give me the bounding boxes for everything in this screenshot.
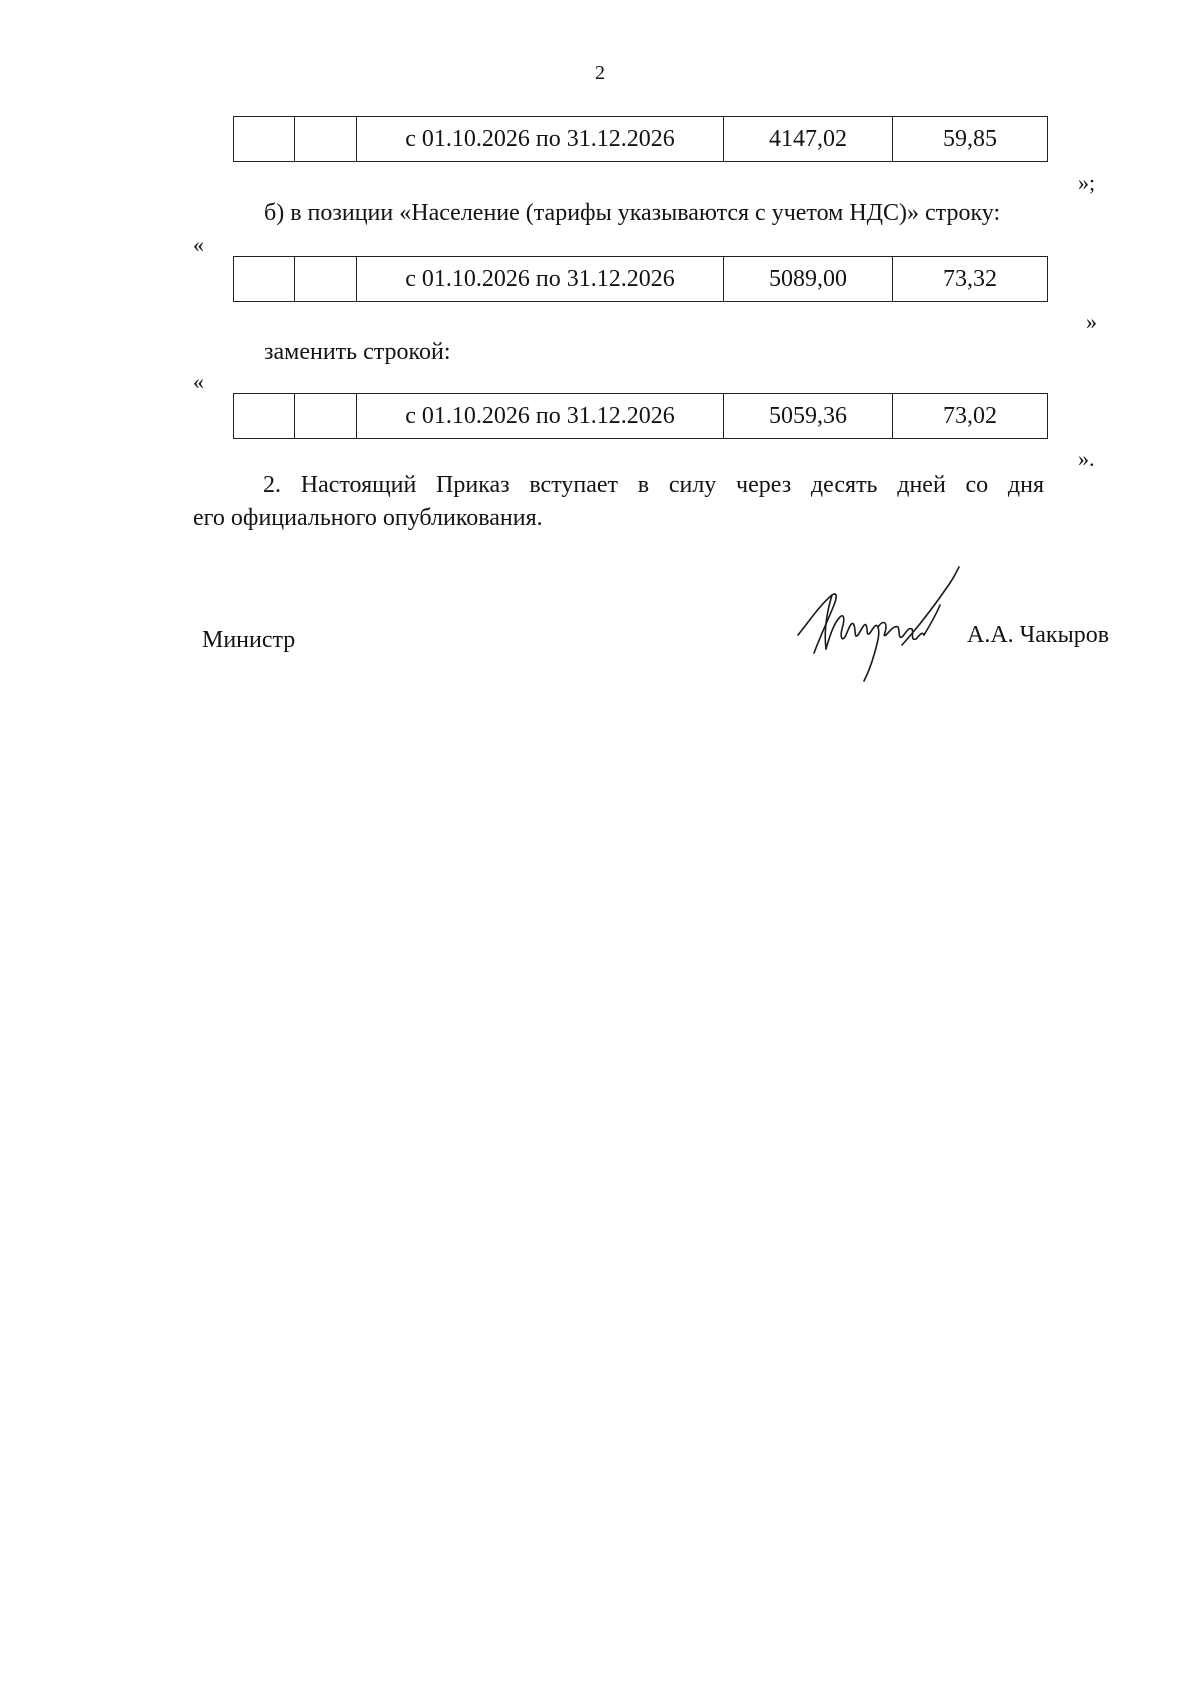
table-cell-period: с 01.10.2026 по 31.12.2026	[357, 394, 724, 439]
table-cell-empty	[234, 117, 295, 162]
table-cell-value: 4147,02	[724, 117, 893, 162]
table-cell-value: 59,85	[893, 117, 1048, 162]
table-cell-period: с 01.10.2026 по 31.12.2026	[357, 117, 724, 162]
table-row	[234, 394, 1048, 439]
tariff-table-row-3	[233, 393, 1048, 439]
table-cell-value: 73,02	[893, 394, 1048, 439]
handwritten-signature	[790, 565, 980, 685]
tariff-table-row-1	[233, 116, 1048, 162]
table-cell-empty	[234, 394, 295, 439]
item-b-text: б) в позиции «Население (тарифы указываются с учетом НДС)» строку:	[264, 200, 1001, 226]
table-cell-period: с 01.10.2026 по 31.12.2026	[357, 257, 724, 302]
table-cell-empty	[295, 394, 357, 439]
clause-2-line-1: 2. Настоящий Приказ вступает в силу через десять дней со дня	[263, 472, 1044, 498]
table-row	[234, 117, 1048, 162]
table-cell-value: 73,32	[893, 257, 1048, 302]
opening-quote-mark: «	[193, 369, 204, 394]
table-cell-value: 5089,00	[724, 257, 893, 302]
clause-2-line-2: его официального опубликования.	[193, 505, 543, 531]
closing-quote-mark: ».	[1078, 446, 1095, 471]
replace-with-text: заменить строкой:	[264, 339, 451, 365]
table-cell-value: 5059,36	[724, 394, 893, 439]
closing-quote-mark: »;	[1078, 170, 1096, 195]
table-cell-empty	[234, 257, 295, 302]
signatory-name: А.А. Чакыров	[967, 622, 1110, 648]
signatory-position: Министр	[202, 627, 296, 653]
page-number: 2	[595, 62, 605, 84]
closing-quote-mark: »	[1086, 309, 1097, 334]
opening-quote-mark: «	[193, 232, 204, 257]
tariff-table-row-2	[233, 256, 1048, 302]
table-cell-empty	[295, 117, 357, 162]
table-cell-empty	[295, 257, 357, 302]
table-row	[234, 257, 1048, 302]
